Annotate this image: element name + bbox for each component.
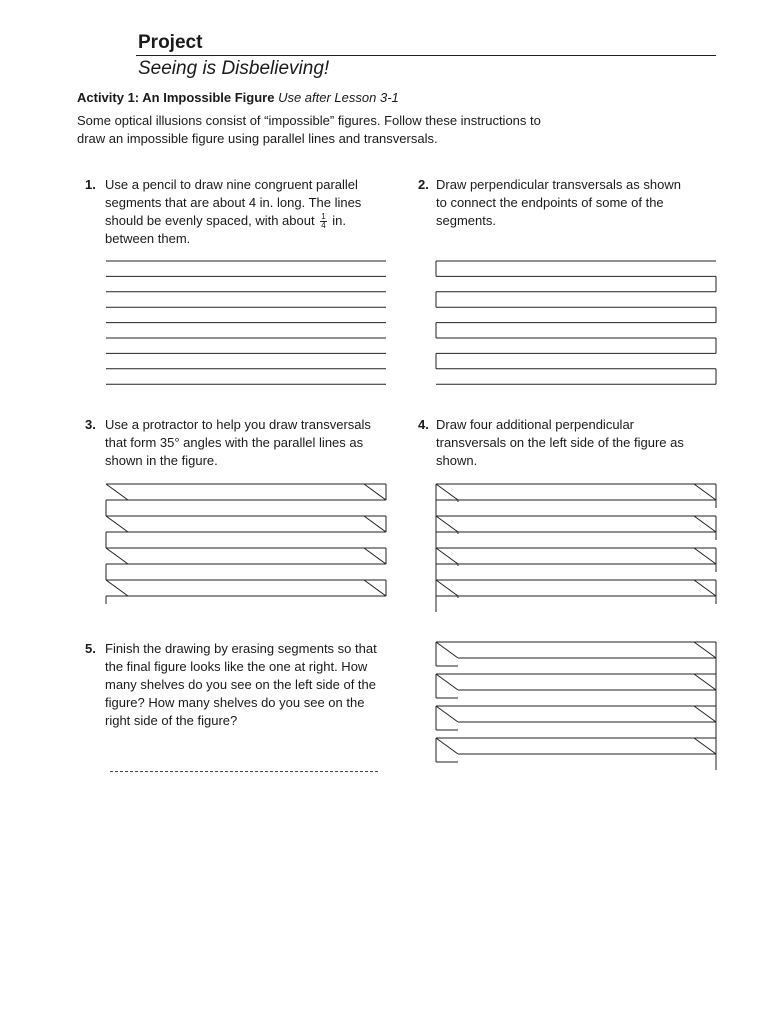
fraction-quarter: $\frac{1}{4}$: [321, 212, 326, 231]
step-number: 3.: [85, 417, 96, 432]
step-text-before: Use a pencil to draw nine congruent parallel segments that are about 4 in. long. The lines should be evenly spaced, with about: [105, 177, 362, 228]
angled-transversal: [436, 642, 458, 658]
step-number: 2.: [418, 177, 429, 192]
angled-transversal: [364, 548, 386, 564]
angled-transversal: [106, 516, 128, 532]
figure-3-angled-transversals: [106, 484, 386, 604]
angled-transversal: [436, 516, 458, 532]
activity-label: Activity 1: An Impossible Figure: [77, 90, 275, 105]
step-number: 5.: [85, 641, 96, 656]
angled-transversal: [436, 548, 458, 564]
angled-transversal: [694, 738, 716, 754]
angled-transversal: [436, 580, 458, 596]
angled-transversal: [364, 516, 386, 532]
step-text: Use a protractor to help you draw transversals that form 35° angles with the parallel lines as shown in the figure.: [105, 417, 371, 468]
angled-transversal: [694, 674, 716, 690]
angled-transversal: [364, 484, 386, 500]
step-text: Draw four additional perpendicular transversals on the left side of the figure as shown.: [436, 417, 684, 468]
step-number: 1.: [85, 177, 96, 192]
angled-transversal: [436, 674, 458, 690]
step-text: Finish the drawing by erasing segments so that the final figure looks like the one at right. How many shelves do you see on the left side of the figure? How many shelves do you see on the right side of the figure?: [105, 641, 377, 728]
angled-transversal: [694, 548, 716, 564]
figure-2-perpendicular-transversals: [436, 261, 716, 384]
angled-transversal: [364, 580, 386, 596]
angled-transversal: [106, 548, 128, 564]
step-text-after: in. between them.: [105, 213, 347, 247]
activity-note: Use after Lesson 3-1: [278, 90, 399, 105]
project-subtitle: Seeing is Disbelieving!: [138, 58, 330, 79]
angled-transversal: [694, 580, 716, 596]
intro-paragraph: Some optical illusions consist of “impossible” figures. Follow these instructions to draw an impossible figure using parallel lines and transversals.: [77, 113, 541, 146]
angled-transversal: [694, 516, 716, 532]
angled-transversal: [694, 642, 716, 658]
step-number: 4.: [418, 417, 429, 432]
angled-transversal: [106, 580, 128, 596]
project-title: Project: [138, 32, 203, 53]
step-text: Draw perpendicular transversals as shown to connect the endpoints of some of the segments.: [436, 177, 681, 228]
figure-1-parallel-segments: [106, 261, 386, 384]
figure-4-additional-transversals: [436, 484, 716, 612]
angled-transversal: [694, 706, 716, 722]
angled-transversal: [436, 706, 458, 722]
figure-5-impossible-shelves: [436, 642, 716, 770]
angled-transversal: [436, 738, 458, 754]
angled-transversal: [106, 484, 128, 500]
angled-transversal: [436, 484, 458, 500]
angled-transversal: [694, 484, 716, 500]
